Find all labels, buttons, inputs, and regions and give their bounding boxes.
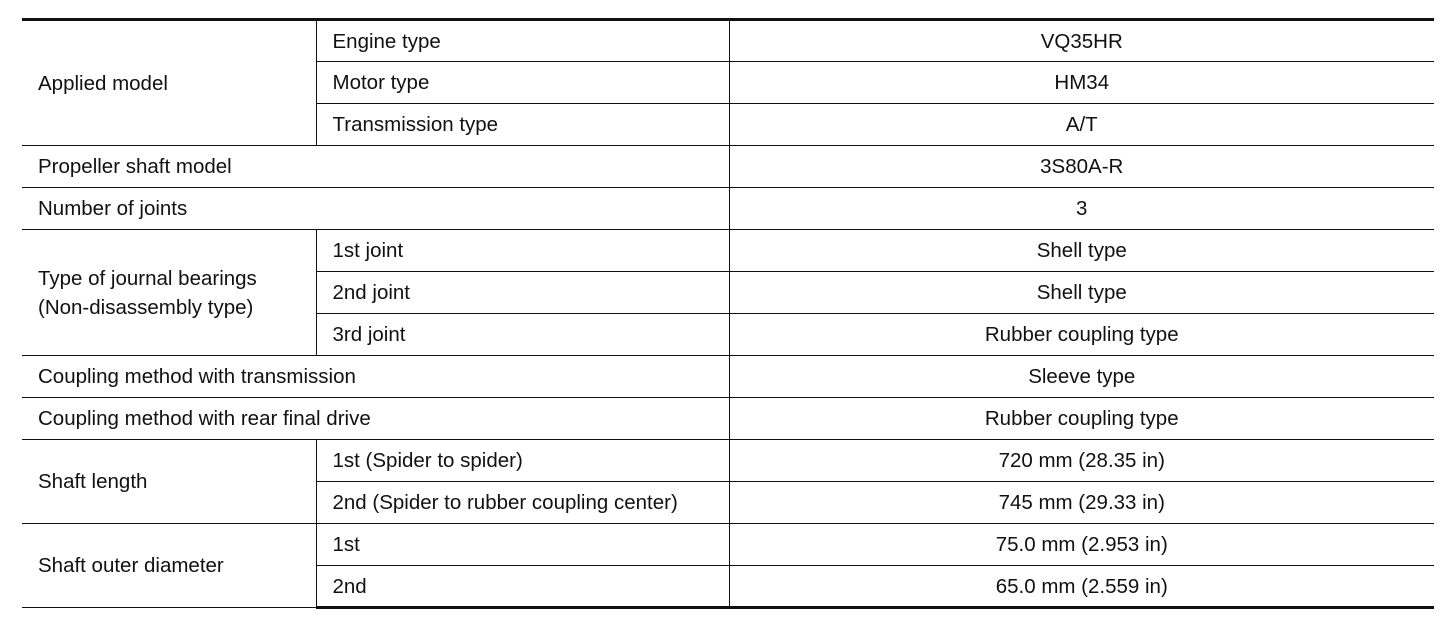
row-label: 1st (Spider to spider) xyxy=(316,440,729,482)
row-label: 1st joint xyxy=(316,230,729,272)
row-label: Coupling method with transmission xyxy=(22,356,729,398)
row-value: A/T xyxy=(729,104,1434,146)
row-value: 745 mm (29.33 in) xyxy=(729,482,1434,524)
row-value: 65.0 mm (2.559 in) xyxy=(729,566,1434,608)
row-value: Sleeve type xyxy=(729,356,1434,398)
table-row xyxy=(22,230,1434,272)
table-row xyxy=(22,524,1434,566)
row-label: Motor type xyxy=(316,62,729,104)
row-label: 2nd (Spider to rubber coupling center) xyxy=(316,482,729,524)
row-label: 2nd joint xyxy=(316,272,729,314)
group-label-shaft-outer-diameter: Shaft outer diameter xyxy=(22,524,316,608)
row-value: 720 mm (28.35 in) xyxy=(729,440,1434,482)
row-value: Shell type xyxy=(729,230,1434,272)
row-value: Shell type xyxy=(729,272,1434,314)
row-value: 3 xyxy=(729,188,1434,230)
row-label: Number of joints xyxy=(22,188,729,230)
row-value: 75.0 mm (2.953 in) xyxy=(729,524,1434,566)
row-value: Rubber coupling type xyxy=(729,398,1434,440)
group-label-line: Type of journal bearings xyxy=(38,266,257,290)
spec-table xyxy=(22,18,1434,609)
group-label-applied-model: Applied model xyxy=(22,20,316,146)
row-label: 3rd joint xyxy=(316,314,729,356)
table-row xyxy=(22,146,1434,188)
row-label: Coupling method with rear final drive xyxy=(22,398,729,440)
row-value: Rubber coupling type xyxy=(729,314,1434,356)
row-label: 2nd xyxy=(316,566,729,608)
row-value: VQ35HR xyxy=(729,20,1434,62)
group-label-journal-bearings xyxy=(22,230,316,356)
row-label: Propeller shaft model xyxy=(22,146,729,188)
row-label: Engine type xyxy=(316,20,729,62)
group-label-shaft-length: Shaft length xyxy=(22,440,316,524)
row-label: 1st xyxy=(316,524,729,566)
row-label: Transmission type xyxy=(316,104,729,146)
table-row xyxy=(22,398,1434,440)
row-value: HM34 xyxy=(729,62,1434,104)
row-value: 3S80A-R xyxy=(729,146,1434,188)
group-label-line: (Non-disassembly type) xyxy=(38,295,254,319)
table-row xyxy=(22,440,1434,482)
table-row xyxy=(22,188,1434,230)
table-row xyxy=(22,356,1434,398)
table-row xyxy=(22,20,1434,62)
